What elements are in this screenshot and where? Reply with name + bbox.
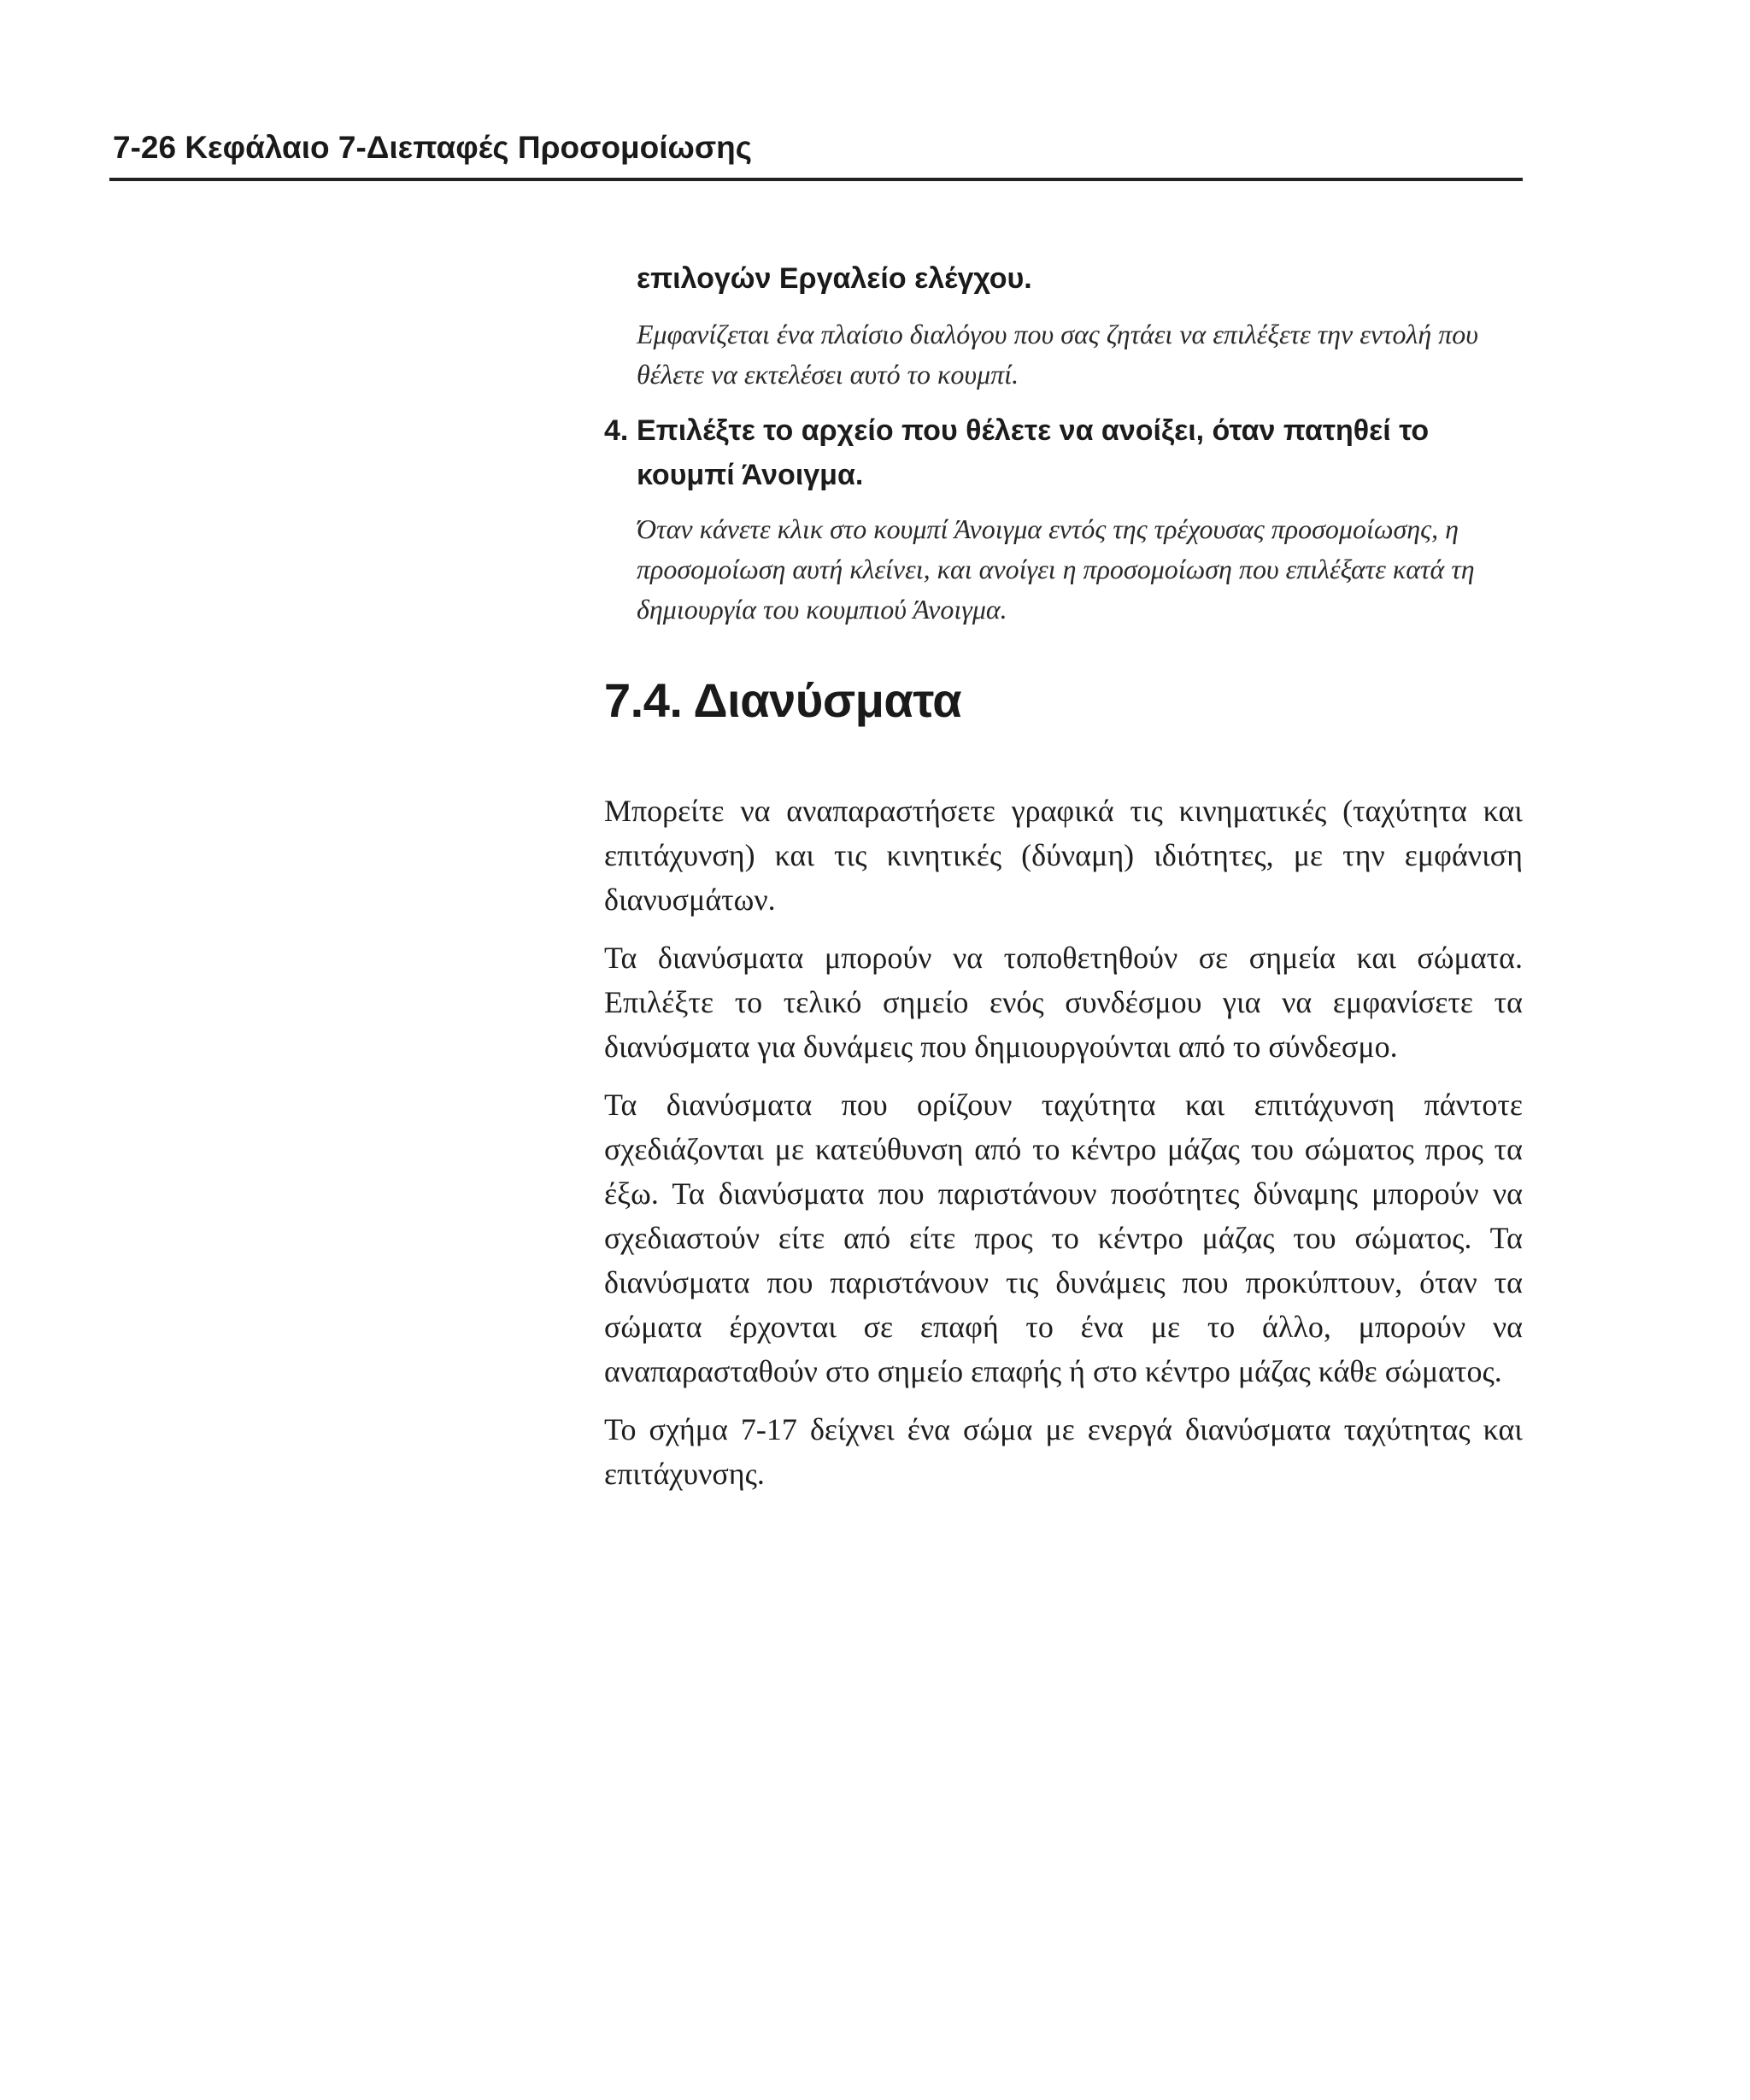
- step-4-result: Όταν κάνετε κλικ στο κουμπί Άνοιγμα εντός της τρέχουσας προσομοίωσης, η προσομοίωση αυτή κλείνει, και ανοίγει η προσομοίωση που επιλέξατε κατά τη δημιουργία του κουμπιού Άνοιγμα.: [637, 513, 1475, 625]
- body-paragraph: Το σχήμα 7-17 δείχνει ένα σώμα με ενεργά διανύσματα ταχύτητας και επιτάχυνσης.: [604, 1412, 1523, 1491]
- step-3-continuation: επιλογών Εργαλείο ελέγχου.: [637, 262, 1032, 295]
- step-3-result: Εμφανίζεται ένα πλαίσιο διαλόγου που σας ζητάει να επιλέξετε την εντολή που θέλετε να εκτελέσει αυτό το κουμπί.: [637, 319, 1478, 390]
- step-4-number: 4.: [604, 414, 629, 447]
- header-rule: [109, 178, 1523, 181]
- body-paragraph: Τα διανύσματα μπορούν να τοποθετηθούν σε σημεία και σώματα. Επιλέξτε το τελικό σημείο ενός συνδέσμου για να εμφανίσετε τα διανύσματα για δυνάμεις που δημιουργούνται από το σύνδεσμο.: [604, 941, 1523, 1064]
- running-header: 7-26 Κεφάλαιο 7-Διεπαφές Προσομοίωσης: [113, 130, 752, 165]
- body-paragraph: Τα διανύσματα που ορίζουν ταχύτητα και επιτάχυνση πάντοτε σχεδιάζονται με κατεύθυνση από το κέντρο μάζας του σώματος προς τα έξω. Τα διανύσματα που παριστάνουν ποσότητες δύναμης μπορούν να σχεδιαστούν είτε από είτε προς το κέντρο μάζας του σώματος. Τα διανύσματα που παριστάνουν τις δυνάμεις που προκύπτουν, όταν τα σώματα έρχονται σε επαφή το ένα με το άλλο, μπορούν να αναπαρασταθούν στο σημείο επαφής ή στο κέντρο μάζας κάθε σώματος.: [604, 1088, 1523, 1388]
- body-paragraph: Μπορείτε να αναπαραστήσετε γραφικά τις κινηματικές (ταχύτητα και επιτάχυνση) και τις κινητικές (δύναμη) ιδιότητες, με την εμφάνιση διανυσμάτων.: [604, 794, 1523, 917]
- step-4-text: Επιλέξτε το αρχείο που θέλετε να ανοίξει, όταν πατηθεί το κουμπί Άνοιγμα.: [637, 414, 1430, 491]
- step-4: [604, 408, 1523, 497]
- page-content: [604, 256, 1523, 1510]
- section-title: 7.4. Διανύσματα: [604, 673, 962, 727]
